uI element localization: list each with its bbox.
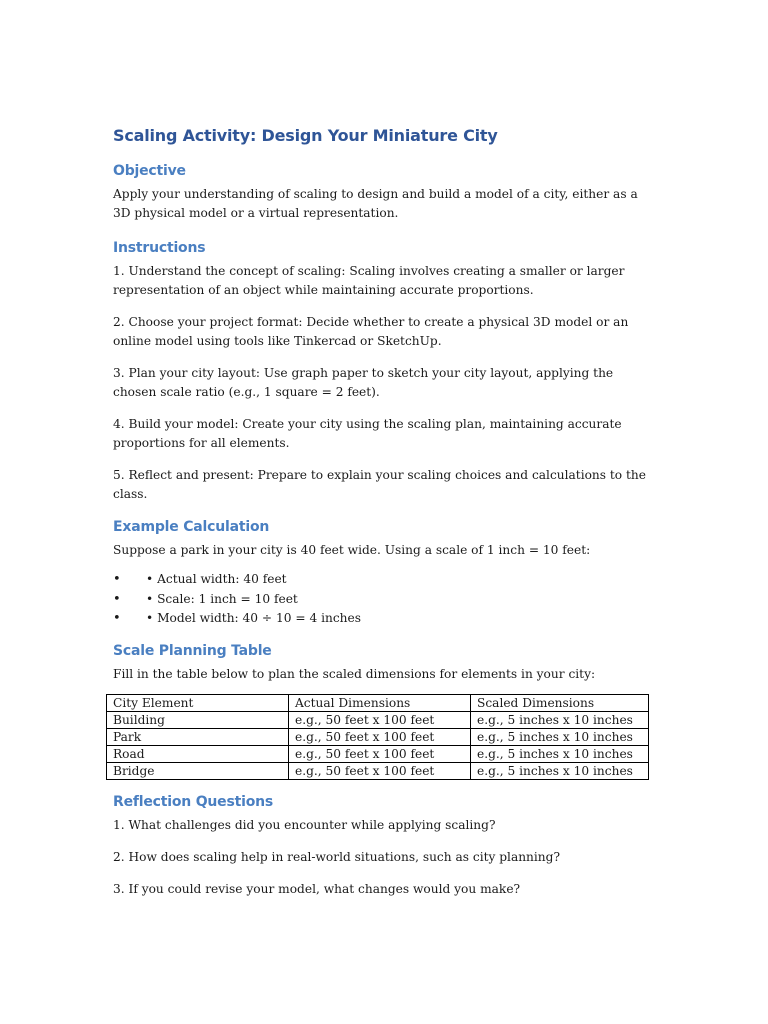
table-cell: e.g., 50 feet x 100 feet xyxy=(289,728,471,745)
example-heading: Example Calculation xyxy=(113,519,270,535)
table-cell: Building xyxy=(107,711,289,728)
table-intro: Fill in the table below to plan the scaled dimensions for elements in your city: xyxy=(113,666,596,681)
instruction-step-1: 1. Understand the concept of scaling: Scaling involves creating a smaller or larger representation of an object while maintaining accurate proportions. xyxy=(113,264,625,297)
bullet-icon: • xyxy=(113,572,121,587)
table-cell: e.g., 5 inches x 10 inches xyxy=(471,728,649,745)
table-cell: Road xyxy=(107,745,289,762)
reflection-question-2: 2. How does scaling help in real-world situations, such as city planning? xyxy=(113,849,560,864)
table-cell: e.g., 5 inches x 10 inches xyxy=(471,745,649,762)
bullet-text: • Scale: 1 inch = 10 feet xyxy=(146,591,298,606)
table-cell: e.g., 50 feet x 100 feet xyxy=(289,762,471,779)
table-cell: Park xyxy=(107,728,289,745)
table-row xyxy=(107,762,649,779)
bullet-icon: • xyxy=(113,611,121,626)
table-header-cell: Scaled Dimensions xyxy=(471,694,649,711)
reflection-heading: Reflection Questions xyxy=(113,793,274,810)
reflection-question-1: 1. What challenges did you encounter while applying scaling? xyxy=(113,817,496,832)
table-cell: e.g., 50 feet x 100 feet xyxy=(289,711,471,728)
bullet-text: • Model width: 40 ÷ 10 = 4 inches xyxy=(146,611,361,625)
reflection-question-3: 3. If you could revise your model, what changes would you make? xyxy=(113,881,521,896)
table-row xyxy=(107,711,649,728)
instruction-step-3: 3. Plan your city layout: Use graph paper to sketch your city layout, applying the chosen scale ratio (e.g., 1 square = 2 feet). xyxy=(113,366,614,399)
example-intro: Suppose a park in your city is 40 feet wide. Using a scale of 1 inch = 10 feet: xyxy=(113,543,591,557)
instructions-heading: Instructions xyxy=(113,240,206,256)
bullet-text: • Actual width: 40 feet xyxy=(146,572,287,586)
example-bullet-list xyxy=(113,570,658,629)
instruction-step-4: 4. Build your model: Create your city using the scaling plan, maintaining accurate proportions for all elements. xyxy=(113,417,622,450)
objective-heading: Objective xyxy=(113,163,186,179)
table-heading: Scale Planning Table xyxy=(113,642,272,659)
table-header-cell: Actual Dimensions xyxy=(289,694,471,711)
list-item xyxy=(113,590,658,610)
table-header-row xyxy=(107,694,649,711)
instruction-step-2: 2. Choose your project format: Decide whether to create a physical 3D model or an online model using tools like Tinkercad or SketchUp. xyxy=(113,315,629,348)
table-row xyxy=(107,745,649,762)
list-item xyxy=(113,609,658,629)
table-cell: e.g., 5 inches x 10 inches xyxy=(471,711,649,728)
table-row xyxy=(107,728,649,745)
table-cell: e.g., 5 inches x 10 inches xyxy=(471,762,649,779)
objective-text: Apply your understanding of scaling to design and build a model of a city, either as a 3D physical model or a virtual representation. xyxy=(113,187,638,220)
table-cell: Bridge xyxy=(107,762,289,779)
document-page xyxy=(113,126,658,912)
instruction-step-5: 5. Reflect and present: Prepare to explain your scaling choices and calculations to the class. xyxy=(113,468,646,501)
document-title: Scaling Activity: Design Your Miniature City xyxy=(113,126,498,145)
list-item xyxy=(113,570,658,590)
scale-planning-table xyxy=(106,694,649,780)
bullet-icon: • xyxy=(113,591,121,607)
table-header-cell: City Element xyxy=(107,694,289,711)
table-cell: e.g., 50 feet x 100 feet xyxy=(289,745,471,762)
